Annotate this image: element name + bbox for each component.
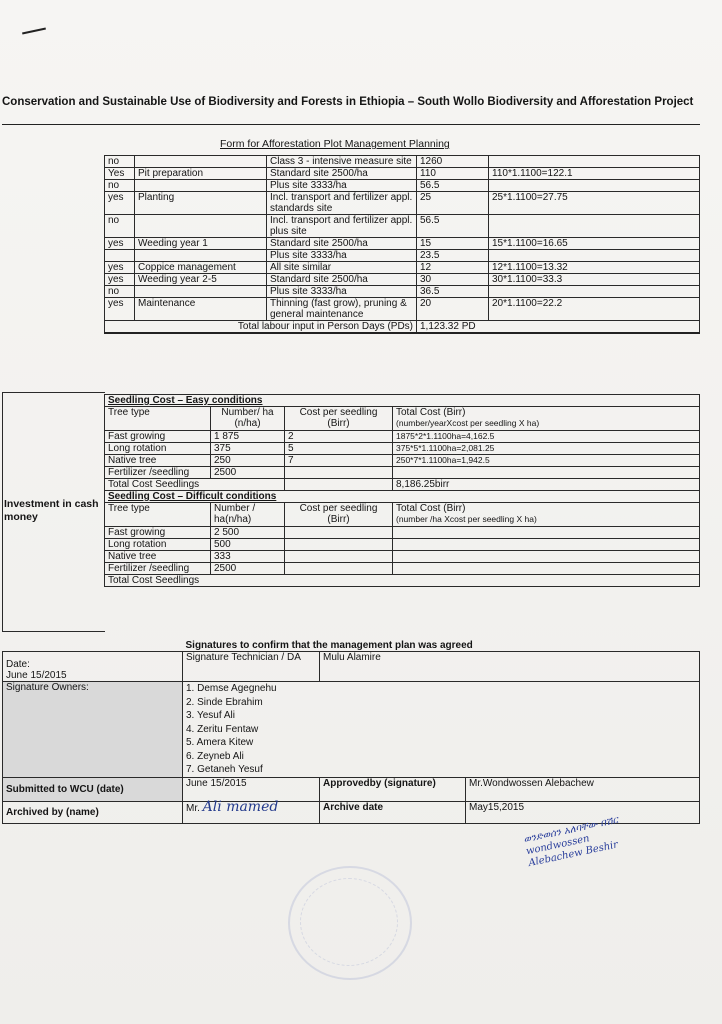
difficult-number: 2 500 <box>211 527 285 539</box>
labour-calc <box>489 286 700 298</box>
difficult-tree: Long rotation <box>105 539 211 551</box>
difficult-total-empty <box>393 551 700 563</box>
labour-calc: 12*1.1100=13.32 <box>489 262 700 274</box>
signatures-heading: Signatures to confirm that the management plan was agreed <box>183 640 700 652</box>
investment-label: Investment in cash money <box>4 498 99 523</box>
labour-activity <box>135 250 267 262</box>
difficult-heading: Seedling Cost – Difficult conditions <box>105 491 700 503</box>
owners-label: Signature Owners: <box>3 682 183 778</box>
labour-activity: Coppice management <box>135 262 267 274</box>
total-labour-label: Total labour input in Person Days (PDs) <box>105 321 417 334</box>
labour-pd: 20 <box>417 298 489 321</box>
difficult-col-total <box>393 503 700 527</box>
labour-desc: Plus site 3333/ha <box>267 286 417 298</box>
labour-desc: Thinning (fast grow), pruning & general maintenance <box>267 298 417 321</box>
archived-prefix: Mr. <box>186 802 200 814</box>
labour-desc: Standard site 2500/ha <box>267 168 417 180</box>
labour-activity <box>135 180 267 192</box>
labour-row <box>105 238 700 250</box>
easy-total <box>393 467 700 479</box>
labour-desc: Plus site 3333/ha <box>267 180 417 192</box>
labour-calc <box>489 180 700 192</box>
owner-name: 7. Getaneh Yesuf <box>186 764 263 775</box>
easy-tree: Fast growing <box>105 431 211 443</box>
labour-desc: Standard site 2500/ha <box>267 274 417 286</box>
easy-col-tree: Tree type <box>105 407 211 431</box>
owners-list <box>183 682 700 778</box>
labour-calc <box>489 250 700 262</box>
easy-cost <box>285 467 393 479</box>
difficult-row <box>105 539 700 551</box>
owner-name: 5. Amera Kitew <box>186 737 254 748</box>
approved-label: Approvedby (signature) <box>320 777 466 801</box>
labour-pd: 30 <box>417 274 489 286</box>
labour-row <box>105 168 700 180</box>
labour-row <box>105 180 700 192</box>
labour-activity: Weeding year 1 <box>135 238 267 250</box>
labour-row <box>105 250 700 262</box>
labour-flag: Yes <box>105 168 135 180</box>
labour-calc: 25*1.1100=27.75 <box>489 192 700 215</box>
difficult-col-total-label: Total Cost (Birr) <box>396 503 466 514</box>
easy-total: 375*5*1.1100ha=2,081.25 <box>393 443 700 455</box>
archive-date-value: May15,2015 <box>466 801 700 823</box>
title-rule <box>2 124 700 125</box>
easy-row <box>105 467 700 479</box>
easy-total-label: Total Cost Seedlings <box>105 479 285 491</box>
labour-desc: Incl. transport and fertilizer appl. plus site <box>267 215 417 238</box>
form-title: Form for Afforestation Plot Management Planning <box>220 138 450 150</box>
labour-row <box>105 192 700 215</box>
owner-name: 1. Demse Agegnehu <box>186 683 277 694</box>
labour-table <box>104 155 700 334</box>
easy-number: 250 <box>211 455 285 467</box>
easy-col-total <box>393 407 700 431</box>
labour-activity: Planting <box>135 192 267 215</box>
owner-name: 3. Yesuf Ali <box>186 710 235 721</box>
difficult-cost-empty <box>285 563 393 575</box>
difficult-cost-empty <box>285 527 393 539</box>
labour-pd: 36.5 <box>417 286 489 298</box>
easy-number: 1 875 <box>211 431 285 443</box>
difficult-total-empty <box>393 539 700 551</box>
easy-col-cost: Cost per seedling (Birr) <box>285 407 393 431</box>
technician-label: Signature Technician / DA <box>183 652 320 682</box>
date-value: June 15/2015 <box>6 670 67 681</box>
difficult-number: 2500 <box>211 563 285 575</box>
labour-calc <box>489 156 700 168</box>
archive-date-label: Archive date <box>320 801 466 823</box>
labour-pd: 12 <box>417 262 489 274</box>
seedling-table <box>104 394 700 587</box>
labour-row <box>105 215 700 238</box>
labour-row <box>105 298 700 321</box>
labour-activity <box>135 286 267 298</box>
difficult-tree: Fertilizer /seedling <box>105 563 211 575</box>
difficult-col-number: Number / ha(n/ha) <box>211 503 285 527</box>
labour-flag: no <box>105 180 135 192</box>
owner-name: 4. Zeritu Fentaw <box>186 723 259 735</box>
easy-total: 250*7*1.1100ha=1,942.5 <box>393 455 700 467</box>
labour-desc: Class 3 - intensive measure site <box>267 156 417 168</box>
labour-flag: yes <box>105 262 135 274</box>
difficult-total-empty <box>393 527 700 539</box>
labour-pd: 56.5 <box>417 180 489 192</box>
labour-desc: Plus site 3333/ha <box>267 250 417 262</box>
labour-row <box>105 274 700 286</box>
easy-tree: Native tree <box>105 455 211 467</box>
difficult-row <box>105 563 700 575</box>
difficult-cost-empty <box>285 539 393 551</box>
labour-calc: 20*1.1100=22.2 <box>489 298 700 321</box>
easy-row <box>105 431 700 443</box>
labour-flag: no <box>105 215 135 238</box>
difficult-row <box>105 527 700 539</box>
labour-desc: Standard site 2500/ha <box>267 238 417 250</box>
difficult-total-empty <box>393 563 700 575</box>
labour-activity <box>135 215 267 238</box>
faded-seal-inner <box>300 878 398 966</box>
archived-name-cell <box>183 798 320 823</box>
labour-calc: 110*1.1100=122.1 <box>489 168 700 180</box>
difficult-tree: Native tree <box>105 551 211 563</box>
stamp-signature: ወንድወሰን አለባቸው በሽር wondwossen Alebachew Beshir <box>522 814 620 870</box>
labour-flag: no <box>105 156 135 168</box>
archived-signature: Ali mamed <box>202 798 279 815</box>
technician-name: Mulu Alamire <box>320 652 700 682</box>
approved-value: Mr.Wondwossen Alebachew <box>466 777 700 801</box>
difficult-col-total-note: (number /ha Xcost per seedling X ha) <box>396 514 537 524</box>
date-cell <box>3 652 183 682</box>
easy-number: 375 <box>211 443 285 455</box>
difficult-col-tree: Tree type <box>105 503 211 527</box>
labour-calc <box>489 215 700 238</box>
easy-col-number: Number/ ha (n/ha) <box>211 407 285 431</box>
labour-flag: yes <box>105 192 135 215</box>
easy-heading: Seedling Cost – Easy conditions <box>105 395 700 407</box>
submitted-value: June 15/2015 <box>183 777 320 801</box>
labour-row <box>105 262 700 274</box>
labour-calc: 30*1.1100=33.3 <box>489 274 700 286</box>
date-label: Date: <box>6 659 30 670</box>
easy-col-total-label: Total Cost (Birr) <box>396 407 466 418</box>
easy-col-total-note: (number/yearXcost per seedling X ha) <box>396 418 540 428</box>
total-labour-row <box>105 321 700 334</box>
easy-total: 1875*2*1.1100ha=4,162.5 <box>393 431 700 443</box>
labour-row <box>105 286 700 298</box>
archived-label: Archived by (name) <box>3 801 183 823</box>
easy-row <box>105 455 700 467</box>
difficult-col-cost: Cost per seedling (Birr) <box>285 503 393 527</box>
labour-flag <box>105 250 135 262</box>
submitted-label: Submitted to WCU (date) <box>3 777 183 801</box>
labour-calc: 15*1.1100=16.65 <box>489 238 700 250</box>
owner-name: 6. Zeyneb Ali <box>186 750 244 762</box>
project-title: Conservation and Sustainable Use of Biodiversity and Forests in Ethiopia – South Wollo Biodiversity and Afforestation Project <box>2 96 694 108</box>
labour-pd: 110 <box>417 168 489 180</box>
labour-activity: Pit preparation <box>135 168 267 180</box>
easy-row <box>105 443 700 455</box>
labour-pd: 56.5 <box>417 215 489 238</box>
labour-desc: All site similar <box>267 262 417 274</box>
labour-flag: yes <box>105 238 135 250</box>
difficult-total-label: Total Cost Seedlings <box>105 575 700 587</box>
labour-pd: 1260 <box>417 156 489 168</box>
labour-pd: 23.5 <box>417 250 489 262</box>
difficult-cost-empty <box>285 551 393 563</box>
easy-tree: Long rotation <box>105 443 211 455</box>
labour-activity <box>135 156 267 168</box>
labour-flag: no <box>105 286 135 298</box>
difficult-number: 500 <box>211 539 285 551</box>
easy-cost: 7 <box>285 455 393 467</box>
pen-mark <box>22 28 46 35</box>
labour-desc: Incl. transport and fertilizer appl. standards site <box>267 192 417 215</box>
labour-flag: yes <box>105 298 135 321</box>
labour-flag: yes <box>105 274 135 286</box>
easy-total-value: 8,186.25birr <box>393 479 700 491</box>
labour-row <box>105 156 700 168</box>
signature-table <box>2 640 700 824</box>
labour-pd: 15 <box>417 238 489 250</box>
labour-pd: 25 <box>417 192 489 215</box>
labour-activity: Maintenance <box>135 298 267 321</box>
difficult-tree: Fast growing <box>105 527 211 539</box>
easy-number: 2500 <box>211 467 285 479</box>
easy-cost: 2 <box>285 431 393 443</box>
easy-cost: 5 <box>285 443 393 455</box>
total-labour-value: 1,123.32 PD <box>417 321 700 334</box>
difficult-number: 333 <box>211 551 285 563</box>
difficult-row <box>105 551 700 563</box>
easy-tree: Fertilizer /seedling <box>105 467 211 479</box>
labour-activity: Weeding year 2-5 <box>135 274 267 286</box>
owner-name: 2. Sinde Ebrahim <box>186 696 263 708</box>
